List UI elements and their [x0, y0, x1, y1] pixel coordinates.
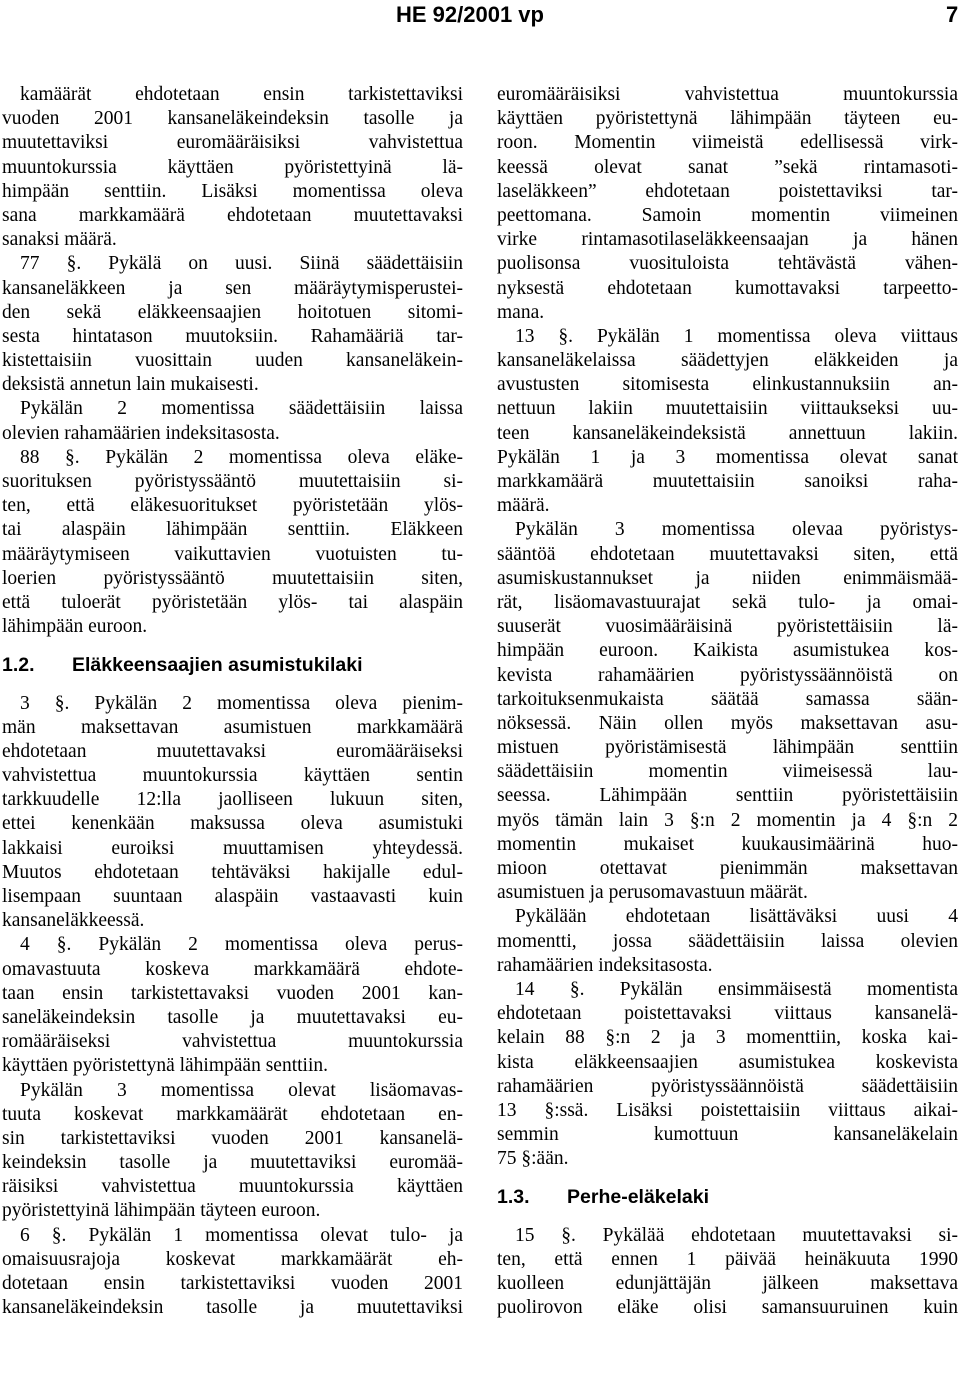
text-line: kansaneläkkeen ja sen määräytymisperustei-	[2, 277, 463, 299]
paragraph	[2, 1079, 463, 1224]
paragraph	[2, 692, 463, 934]
text-line: Pykälän 3 momentissa olevaa pyöristys-	[515, 519, 958, 541]
text-line: laseläkkeen” ehdotetaan poistettaviksi tar-	[497, 180, 958, 202]
text-line: keessä olevat sanat ”sekä rintamasoti-	[497, 156, 958, 178]
text-line: himpään euroon. Kaikista asumistukea kos-	[497, 640, 958, 662]
paragraph	[497, 518, 958, 905]
paragraph	[497, 83, 958, 325]
text-line: saneläkeindeksin tasolle ja muutettavaksi eu-	[2, 1006, 463, 1028]
text-line: himpään senttiin. Lisäksi momentissa oleva	[2, 180, 463, 202]
text-line: rät, lisäomavastuurajat sekä tulo- ja omai-	[497, 591, 958, 613]
text-line: määräytymiseen vaikuttavien vuotuisten tu-	[2, 543, 463, 565]
text-line: myös tämän lain 3 §:n 2 momentin ja 4 §:n 2	[497, 809, 958, 831]
section-title: Perhe-eläkelaki	[567, 1186, 710, 1209]
text-line: 13 §. Pykälän 1 momentissa oleva viittaus	[515, 325, 958, 347]
text-line: kansaneläkkeessä.	[2, 910, 145, 932]
text-line: nettuun lakiin muutettaisiin viittaukseksi uu-	[497, 398, 958, 420]
paragraph	[497, 978, 958, 1172]
text-line: Pykälän 1 ja 3 momentissa olevat sanat	[497, 446, 958, 468]
document-id: HE 92/2001 vp	[396, 2, 544, 27]
right-column	[497, 83, 958, 1320]
paragraph	[2, 397, 463, 445]
text-line: nyksestä ehdotetaan kumottavaksi tarpeetto-	[497, 277, 958, 299]
text-line: olevien rahamäärien indeksitasosta.	[2, 422, 280, 444]
text-line: 77 §. Pykälä on uusi. Siinä säädettäisiin	[20, 253, 463, 275]
text-line: taan ensin tarkistettavaksi vuoden 2001 kan-	[2, 982, 463, 1004]
paragraph	[497, 325, 958, 519]
text-line: keindeksin tasolle ja muutettaviksi euromää-	[2, 1152, 463, 1174]
section-number: 1.3.	[497, 1186, 530, 1209]
text-line: ehdotetaan poistettavaksi viittaus kansanelä-	[497, 1003, 958, 1025]
text-line: ehdotetaan muutettavaksi euromääräiseksi	[2, 740, 463, 762]
text-line: kelain 88 §:n 2 ja 3 momenttiin, koska kai-	[497, 1027, 958, 1049]
text-line: asumiskustannukset ja niiden enimmäismää-	[497, 567, 958, 589]
text-line: kuolleen edunjättäjän jälkeen maksettava	[497, 1273, 958, 1294]
text-line: kevista rahamäärien pyöristyssäännöistä on	[497, 664, 958, 686]
text-line: 15 §. Pykälää ehdotetaan muutettavaksi si-	[515, 1224, 958, 1246]
text-line: Pykälän 3 momentissa olevat lisäomavas-	[20, 1079, 463, 1101]
text-line: Muutos ehdotetaan tehtäväksi hakijalle edul-	[2, 861, 463, 883]
text-line: 3 §. Pykälän 2 momentissa oleva pienim-	[20, 692, 463, 714]
text-line: suorituksen pyöristyssääntö muutettaisiin si-	[2, 471, 463, 492]
text-line: 14 §. Pykälän ensimmäisestä momentista	[515, 978, 958, 1000]
text-line: että tuloerät pyöristetään ylös- tai alaspäin	[2, 591, 463, 613]
text-line: seessa. Lähimpään senttiin pyöristettäisiin	[497, 785, 958, 807]
text-line: euromääräisiksi vahvistettua muuntokurssia	[497, 84, 958, 105]
text-line: tarkkuudelle 12:lla jaolliseen lukuun siten,	[2, 789, 463, 811]
text-line: deksistä annetun lain mukaisesti.	[2, 374, 259, 396]
text-line: 75 §:ään.	[497, 1148, 569, 1170]
text-line: 88 §. Pykälän 2 momentissa oleva eläke-	[20, 446, 463, 468]
paragraph	[497, 905, 958, 978]
section-heading	[2, 653, 463, 677]
text-line: momentti, jossa säädettäisiin laissa olevien	[497, 930, 958, 952]
text-line: rahamäärien pyöristyssäännöistä säädettäisiin	[497, 1075, 958, 1097]
text-line: nöksessä. Näin ollen myös maksettavan asu-	[497, 712, 958, 734]
text-line: roon. Momentin viimeistä edellisessä virk-	[497, 132, 958, 154]
text-line: lakkaisi euroiksi muuttamisen yhteydessä.	[2, 837, 463, 859]
text-line: käyttäen pyöristettynä lähimpään senttiin.	[2, 1055, 328, 1077]
text-line: suuserät vuosimääräisinä pyöristettäisiin lä-	[497, 616, 958, 638]
text-line: tuuta koskevat markkamäärät ehdotetaan en-	[2, 1103, 463, 1125]
text-line: kansaneläkeindeksin tasolle ja muutettaviksi	[2, 1297, 463, 1319]
page-header	[0, 0, 960, 40]
paragraph	[2, 446, 463, 640]
paragraph	[2, 1224, 463, 1321]
text-line: räisiksi vahvistettua muuntokurssia käyttäen	[2, 1176, 463, 1198]
text-line: kista eläkkeensaajien asumistukea koskevista	[497, 1051, 958, 1073]
left-column	[2, 83, 463, 1320]
text-line: asumistuen ja perusomavastuun määrät.	[497, 882, 808, 904]
section-heading	[497, 1185, 958, 1209]
paragraph	[2, 252, 463, 397]
text-line: markkamäärä muutettaisiin sanoiksi raha-	[497, 471, 958, 492]
text-line: omaisuusrajoja koskevat markkamäärät eh-	[2, 1248, 463, 1270]
text-line: vahvistettua muuntokurssia käyttäen sentin	[2, 765, 463, 787]
text-line: muuntokurssia käyttäen pyöristettyinä lä-	[2, 156, 463, 178]
text-line: ten, että eläkesuoritukset pyöristetään ylös-	[2, 495, 463, 517]
section-title: Eläkkeensaajien asumistukilaki	[72, 654, 363, 677]
text-line: lisempaan suuntaan alaspäin vastaavasti kuin	[2, 886, 463, 907]
text-line: muutettaviksi euromääräisiksi vahvistettua	[2, 132, 463, 154]
text-line: momentin mukaiset kuukausimäärinä huo-	[497, 833, 958, 855]
paragraph	[2, 933, 463, 1078]
text-line: kistettaisiin vuosittain uuden kansaneläkein-	[2, 350, 463, 372]
text-line: säädettäisiin momentin viimeisessä lau-	[497, 761, 958, 783]
text-line: omavastuuta koskeva markkamäärä ehdote-	[2, 958, 463, 980]
page-number: 7	[946, 2, 959, 27]
text-line: 6 §. Pykälän 1 momentissa olevat tulo- ja	[20, 1224, 463, 1246]
text-line: 4 §. Pykälän 2 momentissa oleva perus-	[20, 934, 463, 956]
text-line: tai alaspäin lähimpään senttiin. Eläkkeen	[2, 519, 463, 541]
text-line: kansaneläkelaissa säädettyjen eläkkeiden ja	[497, 350, 958, 372]
text-line: den sekä eläkkeensaajien hoitotuen sitomi-	[2, 301, 463, 323]
text-line: sin tarkistettaviksi vuoden 2001 kansanelä-	[2, 1127, 463, 1149]
text-line: sana markkamäärä ehdotetaan muutettavaksi	[2, 204, 463, 226]
text-line: romääräiseksi vahvistettua muuntokurssia	[2, 1031, 463, 1053]
text-line: Pykälän 2 momentissa säädettäisiin laissa	[20, 398, 463, 420]
text-line: vuoden 2001 kansaneläkeindeksin tasolle ja	[2, 108, 463, 130]
text-line: puolisonsa vuosituloista tehtävästä vähen-	[497, 253, 958, 275]
text-line: sanaksi määrä.	[2, 229, 117, 251]
text-line: sesta hintatason muutoksiin. Rahamääriä tar-	[2, 325, 463, 347]
text-line: lähimpään euroon.	[2, 616, 148, 638]
text-line: käyttäen pyöristettynä lähimpään täyteen eu-	[497, 108, 958, 130]
text-line: määrä.	[497, 495, 550, 517]
text-line: 13 §:ssä. Lisäksi poistettaisiin viittaus aikai-	[497, 1099, 958, 1121]
text-line: män maksettavan asumistuen markkamäärä	[2, 716, 463, 738]
text-line: avustusten sitomisesta elinkustannuksiin an-	[497, 374, 958, 396]
text-line: loerien pyöristyssääntö muutettaisiin siten,	[2, 567, 463, 589]
text-line: ettei kenenkään maksussa oleva asumistuki	[2, 813, 463, 835]
text-line: mana.	[497, 301, 545, 323]
text-line: peettomana. Samoin momentin viimeinen	[497, 204, 958, 226]
text-line: pyöristettyinä lähimpään täyteen euroon.	[2, 1200, 321, 1222]
text-line: ten, että ennen 1 päivää heinäkuuta 1990	[497, 1248, 958, 1270]
text-line: dotetaan ensin tarkistettaviksi vuoden 2001	[2, 1273, 463, 1294]
text-line: mistuen pyöristämisestä lähimpään senttiin	[497, 737, 958, 759]
text-line: Pykälään ehdotetaan lisättäväksi uusi 4	[515, 906, 958, 928]
text-line: rahamäärien indeksitasosta.	[497, 954, 713, 976]
text-line: tarkoituksenmukaista säätää samassa sään-	[497, 688, 958, 710]
text-line: puolirovon eläke olisi samansuuruinen kuin	[497, 1297, 958, 1319]
text-line: semmin kumottuun kansaneläkelain	[497, 1124, 958, 1146]
text-line: sääntöä ehdotetaan muutettavaksi siten, että	[497, 543, 958, 565]
text-line: teen kansaneläkeindeksistä annettuun lakiin.	[497, 422, 958, 444]
text-line: virke rintamasotilaseläkkeensaajan ja hänen	[497, 229, 958, 251]
text-line: mioon otettavat pienimmän maksettavan	[497, 858, 958, 879]
paragraph	[2, 83, 463, 252]
paragraph	[497, 1224, 958, 1321]
section-number: 1.2.	[2, 654, 35, 677]
text-line: kamäärät ehdotetaan ensin tarkistettaviksi	[20, 84, 463, 105]
